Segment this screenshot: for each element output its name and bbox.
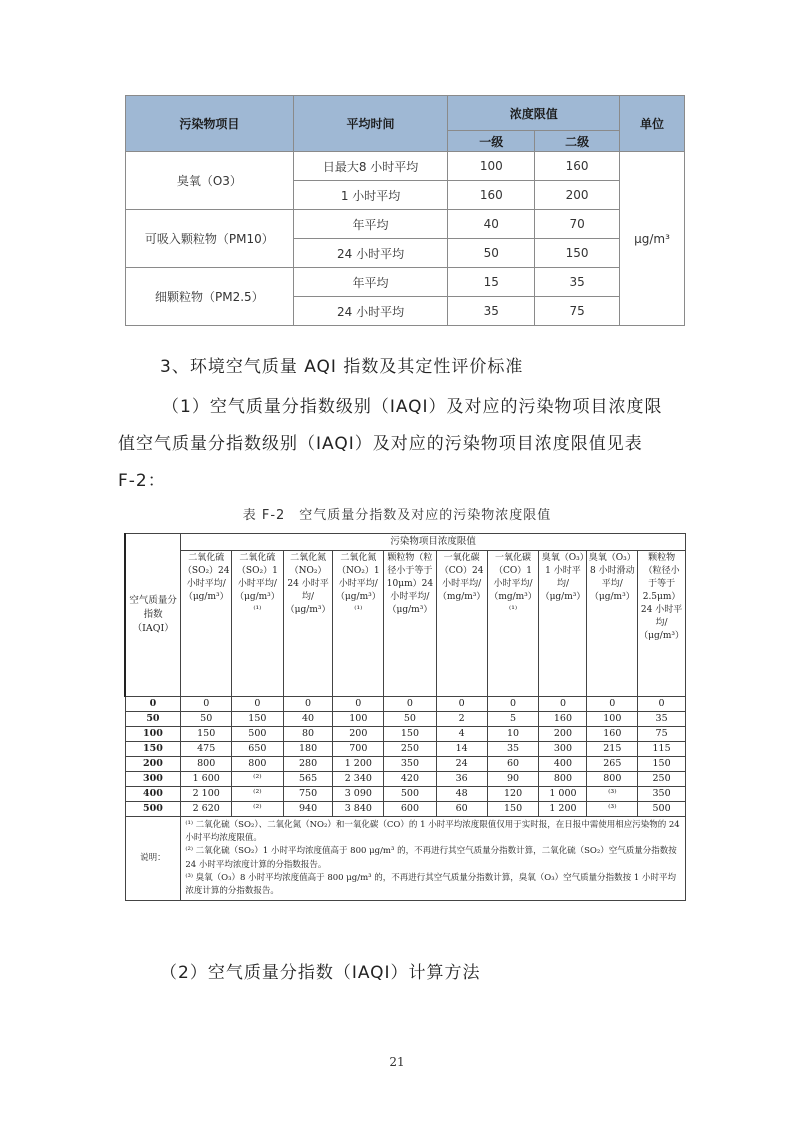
section-heading: 3、环境空气质量 AQI 指数及其定性评价标准: [160, 357, 524, 377]
paragraph-line: F-2：: [118, 471, 166, 491]
cell-grade2: 75: [535, 297, 620, 326]
table-row: [126, 152, 685, 181]
table-cell: 36: [436, 772, 487, 787]
paragraph-line: （1）空气质量分指数级别（IAQI）及对应的污染物项目浓度限: [162, 397, 663, 417]
notes-cell: [181, 817, 686, 901]
cell-grade2: 70: [535, 210, 620, 239]
table-cell: 940: [283, 802, 333, 817]
table-cell: 800: [232, 757, 284, 772]
table-cell: 800: [587, 772, 638, 787]
table-cell: 0: [487, 697, 539, 712]
table-cell: 0: [333, 697, 384, 712]
table-cell: 24: [436, 757, 487, 772]
cell-iaqi: 100: [125, 727, 181, 742]
table-cell: 90: [487, 772, 539, 787]
cell-grade1: 35: [448, 297, 535, 326]
table-cell: ⁽²⁾: [232, 772, 284, 787]
table-cell: 650: [232, 742, 284, 757]
table-cell: 215: [587, 742, 638, 757]
table-cell: 115: [638, 742, 686, 757]
note-label: 说明：: [125, 817, 181, 901]
table-cell: 1 600: [181, 772, 232, 787]
column-header: 颗粒物（粒径小于等于2.5μm）24 小时平均/（μg/m³）: [638, 551, 686, 697]
column-header: 二氧化氮（NO₂）24 小时平均/（μg/m³）: [283, 551, 333, 697]
table-cell: 60: [436, 802, 487, 817]
table-cell: 0: [587, 697, 638, 712]
table-cell: 0: [283, 697, 333, 712]
cell-pollutant: 可吸入颗粒物（PM10）: [126, 210, 294, 268]
table-cell: 250: [384, 742, 437, 757]
table-cell: 0: [384, 697, 437, 712]
table-row: [125, 727, 686, 742]
note-item: ⁽³⁾ 臭氧（O₃）8 小时平均浓度值高于 800 μg/m³ 的，不再进行其空气质量分指数计算，臭氧（O₃）空气质量分指数按 1 小时平均浓度计算的分指数报告。: [185, 872, 676, 896]
header-grade2: 二级: [535, 131, 620, 152]
table-cell: 800: [539, 772, 587, 787]
table-cell: 50: [181, 712, 232, 727]
cell-iaqi: 150: [125, 742, 181, 757]
table-cell: 500: [232, 727, 284, 742]
cell-iaqi: 400: [125, 787, 181, 802]
cell-iaqi: 50: [125, 712, 181, 727]
cell-time: 1 小时平均: [293, 181, 448, 210]
table-row: [125, 757, 686, 772]
table-cell: 14: [436, 742, 487, 757]
cell-iaqi: 0: [125, 697, 181, 712]
table-cell: 100: [587, 712, 638, 727]
table-cell: 700: [333, 742, 384, 757]
table-cell: 40: [283, 712, 333, 727]
column-header: 二氧化氮（NO₂）1 小时平均/（μg/m³）⁽¹⁾: [333, 551, 384, 697]
table-cell: 1 000: [539, 787, 587, 802]
cell-unit: μg/m³: [620, 152, 685, 326]
table-cell: ⁽²⁾: [232, 802, 284, 817]
cell-grade2: 200: [535, 181, 620, 210]
table-row: [125, 802, 686, 817]
table-cell: 150: [487, 802, 539, 817]
table-cell: 0: [638, 697, 686, 712]
paragraph-line: 值空气质量分指数级别（IAQI）及对应的污染物项目浓度限值见表: [118, 434, 643, 454]
cell-grade1: 160: [448, 181, 535, 210]
cell-grade2: 150: [535, 239, 620, 268]
table-row: [126, 210, 685, 239]
table-cell: 3 090: [333, 787, 384, 802]
cell-grade2: 160: [535, 152, 620, 181]
table-row: [125, 742, 686, 757]
cell-iaqi: 300: [125, 772, 181, 787]
cell-grade1: 100: [448, 152, 535, 181]
table-cell: 75: [638, 727, 686, 742]
table-cell: 1 200: [333, 757, 384, 772]
header-limit: 浓度限值: [448, 96, 620, 131]
table-cell: 180: [283, 742, 333, 757]
table-cell: 160: [539, 712, 587, 727]
table-cell: 2 620: [181, 802, 232, 817]
table-row: [126, 268, 685, 297]
cell-grade1: 50: [448, 239, 535, 268]
table-cell: 420: [384, 772, 437, 787]
table-cell: 4: [436, 727, 487, 742]
table-cell: 160: [587, 727, 638, 742]
note-item: ⁽²⁾ 二氧化硫（SO₂）1 小时平均浓度值高于 800 μg/m³ 的，不再进行其空气质量分指数计算，二氧化硫（SO₂）空气质量分指数按 24 小时平均浓度计算的分指数报告。: [185, 846, 677, 870]
table-cell: 150: [384, 727, 437, 742]
table-row: [125, 787, 686, 802]
table-cell: ⁽²⁾: [232, 787, 284, 802]
table-cell: 2 100: [181, 787, 232, 802]
column-header: 一氧化碳（CO）24 小时平均/（mg/m³）: [436, 551, 487, 697]
table-cell: 350: [638, 787, 686, 802]
table-cell: 2: [436, 712, 487, 727]
table-cell: 100: [333, 712, 384, 727]
header-pollutant: 污染物项目: [126, 96, 294, 152]
table-cell: 280: [283, 757, 333, 772]
cell-time: 年平均: [293, 210, 448, 239]
table-cell: 350: [384, 757, 437, 772]
subsection-heading: （2）空气质量分指数（IAQI）计算方法: [160, 963, 481, 983]
header-unit: 单位: [620, 96, 685, 152]
table-cell: 0: [539, 697, 587, 712]
table-cell: 265: [587, 757, 638, 772]
cell-pollutant: 细颗粒物（PM2.5）: [126, 268, 294, 326]
cell-time: 24 小时平均: [293, 239, 448, 268]
table-cell: 50: [384, 712, 437, 727]
table-cell: 0: [181, 697, 232, 712]
header-group: 污染物项目浓度限值: [181, 534, 686, 551]
table-row: [125, 772, 686, 787]
table-cell: 150: [232, 712, 284, 727]
table-cell: 500: [384, 787, 437, 802]
cell-iaqi: 500: [125, 802, 181, 817]
table-cell: 3 840: [333, 802, 384, 817]
column-header: 一氧化碳（CO）1 小时平均/（mg/m³）⁽¹⁾: [487, 551, 539, 697]
table-cell: 120: [487, 787, 539, 802]
cell-grade1: 40: [448, 210, 535, 239]
cell-iaqi: 200: [125, 757, 181, 772]
table-cell: 5: [487, 712, 539, 727]
table-cell: ⁽³⁾: [587, 802, 638, 817]
table-cell: 200: [539, 727, 587, 742]
column-header: 颗粒物（粒径小于等于10μm）24 小时平均/（μg/m³）: [384, 551, 437, 697]
table-cell: 800: [181, 757, 232, 772]
cell-grade1: 15: [448, 268, 535, 297]
table-cell: 565: [283, 772, 333, 787]
table-cell: 0: [232, 697, 284, 712]
page-number: 21: [389, 1055, 405, 1069]
cell-grade2: 35: [535, 268, 620, 297]
table-cell: 600: [384, 802, 437, 817]
table-cell: 35: [487, 742, 539, 757]
table-cell: 400: [539, 757, 587, 772]
table-cell: 60: [487, 757, 539, 772]
table-cell: 250: [638, 772, 686, 787]
cell-time: 年平均: [293, 268, 448, 297]
cell-pollutant: 臭氧（O3）: [126, 152, 294, 210]
table-cell: 10: [487, 727, 539, 742]
table-cell: ⁽³⁾: [587, 787, 638, 802]
table-cell: 300: [539, 742, 587, 757]
table-cell: 2 340: [333, 772, 384, 787]
iaqi-limit-table: [124, 533, 686, 901]
table-cell: 475: [181, 742, 232, 757]
table-cell: 0: [436, 697, 487, 712]
pollutant-limit-table: [125, 95, 685, 326]
column-header: 二氧化硫（SO₂）1 小时平均/（μg/m³）⁽¹⁾: [232, 551, 284, 697]
table-cell: 48: [436, 787, 487, 802]
table-cell: 150: [181, 727, 232, 742]
table-caption: 表 F-2 空气质量分指数及对应的污染物浓度限值: [242, 508, 552, 523]
table-row: [125, 697, 686, 712]
table-cell: 35: [638, 712, 686, 727]
header-avg-time: 平均时间: [293, 96, 448, 152]
header-iaqi: 空气质量分指数（IAQI）: [125, 534, 181, 697]
note-item: ⁽¹⁾ 二氧化硫（SO₂）、二氧化氮（NO₂）和一氧化碳（CO）的 1 小时平均浓度限值仅用于实时报，在日报中需使用相应污染物的 24 小时平均浓度限值。: [185, 820, 680, 844]
table-cell: 750: [283, 787, 333, 802]
table-cell: 80: [283, 727, 333, 742]
table-cell: 200: [333, 727, 384, 742]
column-header: 臭氧（O₃）8 小时滑动平均/（μg/m³）: [587, 551, 638, 697]
table-cell: 1 200: [539, 802, 587, 817]
cell-time: 24 小时平均: [293, 297, 448, 326]
header-grade1: 一级: [448, 131, 535, 152]
column-header: 二氧化硫（SO₂）24 小时平均/（μg/m³）: [181, 551, 232, 697]
table-cell: 500: [638, 802, 686, 817]
cell-time: 日最大8 小时平均: [293, 152, 448, 181]
table-row: [125, 712, 686, 727]
table-cell: 150: [638, 757, 686, 772]
column-header: 臭氧（O₃）1 小时平均/（μg/m³）: [539, 551, 587, 697]
